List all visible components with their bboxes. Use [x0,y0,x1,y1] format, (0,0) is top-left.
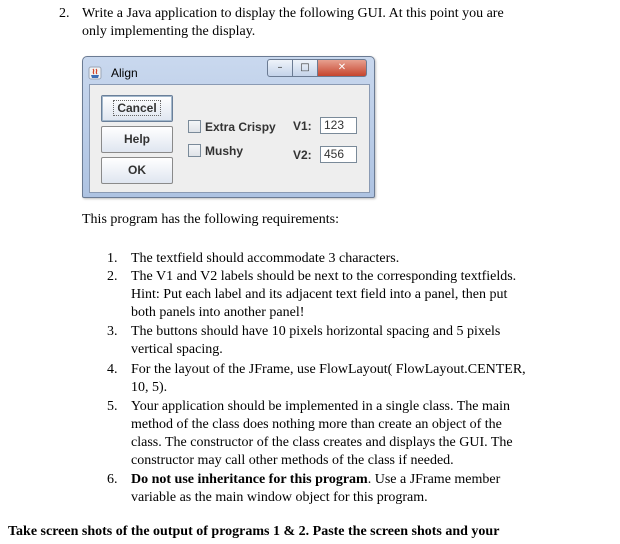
question-number: 2. [59,6,70,21]
v1-textfield[interactable]: 123 [320,117,357,134]
requirement-line: Hint: Put each label and its adjacent text field into a panel, then put [131,287,508,302]
minimize-button[interactable]: – [267,59,293,77]
requirement-line [131,472,500,488]
requirement-line: The textfield should accommodate 3 characters. [131,251,400,266]
requirement-line: both panels into another panel! [131,305,305,320]
question-line-2: only implementing the display. [82,24,256,39]
v2-textfield[interactable]: 456 [320,146,357,163]
requirement-line: The V1 and V2 labels should be next to the corresponding textfields. [131,269,517,284]
footer-instruction: Take screen shots of the output of programs 1 & 2. Paste the screen shots and your [8,524,500,539]
window-title: Align [111,66,138,80]
requirement-bold-text: Do not use inheritance for this program [131,472,368,487]
requirement-line: vertical spacing. [131,342,223,357]
help-button[interactable]: Help [101,126,173,153]
v2-label: V2: [293,148,312,162]
close-button[interactable]: ✕ [317,59,367,77]
requirement-number: 2. [107,269,118,284]
requirement-number: 3. [107,324,118,339]
ok-button[interactable]: OK [101,157,173,184]
requirement-text: . Use a JFrame member [367,472,501,487]
requirement-line: variable as the main window object for this program. [131,490,428,505]
requirement-number: 4. [107,362,118,377]
requirement-line: class. The constructor of the class creates and displays the GUI. The [131,435,513,450]
extra-crispy-label: Extra Crispy [205,120,276,134]
v1-label: V1: [293,119,312,133]
mushy-label: Mushy [205,144,244,158]
requirement-line: The buttons should have 10 pixels horizontal spacing and 5 pixels [131,324,501,339]
requirement-number: 6. [107,472,118,487]
requirement-line: method of the class does nothing more than create an object of the [131,417,502,432]
requirement-line: 10, 5). [131,380,168,395]
maximize-button[interactable]: □ [292,59,318,77]
requirement-number: 1. [107,251,118,266]
requirement-line: For the layout of the JFrame, use FlowLayout( FlowLayout.CENTER, [131,362,526,377]
cancel-button-label: Cancel [113,100,160,116]
requirement-number: 5. [107,399,118,414]
question-line-1: Write a Java application to display the following GUI. At this point you are [82,6,504,21]
requirement-line: Your application should be implemented in a single class. The main [131,399,510,414]
requirement-line: constructor may call other methods of the class if needed. [131,453,454,468]
requirements-intro: This program has the following requirements: [82,212,339,227]
